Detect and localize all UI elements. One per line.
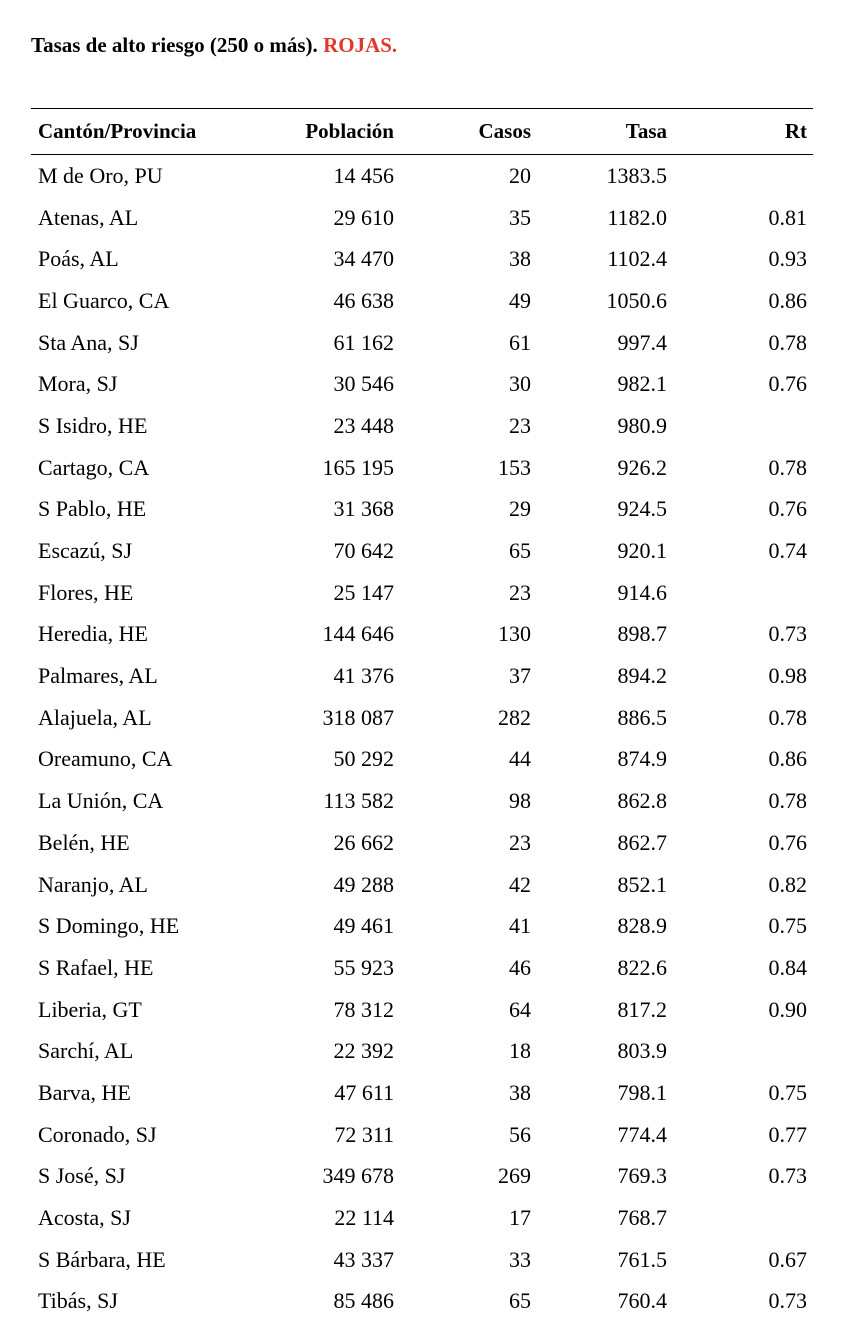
cell-tasa: 774.4: [617, 1121, 667, 1147]
table-row: [31, 780, 813, 822]
cell-rt: 0.76: [768, 496, 807, 522]
header-rt: Rt: [673, 109, 813, 155]
table-row: [31, 489, 813, 531]
header-poblacion: Población: [243, 109, 400, 155]
cell-rt: 0.73: [768, 1163, 807, 1189]
cell-rt: 0.76: [768, 829, 807, 855]
cell-casos: 65: [509, 538, 531, 564]
cell-poblacion: 41 376: [333, 663, 394, 689]
cell-tasa: 874.9: [617, 746, 667, 772]
cell-poblacion: 43 337: [333, 1246, 394, 1272]
cell-poblacion: 34 470: [333, 246, 394, 272]
cell-casos: 269: [498, 1163, 531, 1189]
cell-tasa: 828.9: [617, 913, 667, 939]
table-row: [31, 989, 813, 1031]
table-row: [31, 739, 813, 781]
cell-casos: 18: [509, 1038, 531, 1064]
risk-rates-table: [31, 108, 813, 1322]
cell-casos: 38: [509, 1079, 531, 1105]
cell-tasa: 761.5: [617, 1246, 667, 1272]
cell-poblacion: 29 610: [333, 204, 394, 230]
table-row: [31, 155, 813, 197]
cell-canton: Naranjo, AL: [38, 871, 148, 897]
cell-canton: Mora, SJ: [38, 371, 118, 397]
cell-canton: Acosta, SJ: [38, 1205, 131, 1231]
cell-canton: Belén, HE: [38, 829, 130, 855]
cell-poblacion: 22 392: [333, 1038, 394, 1064]
cell-canton: Poás, AL: [38, 246, 119, 272]
cell-canton: Barva, HE: [38, 1079, 131, 1105]
cell-tasa: 768.7: [617, 1205, 667, 1231]
cell-rt: 0.78: [768, 454, 807, 480]
cell-rt: 0.77: [768, 1121, 807, 1147]
table-row: [31, 238, 813, 280]
cell-rt: 0.76: [768, 371, 807, 397]
cell-tasa: 862.8: [617, 788, 667, 814]
table-row: [31, 1114, 813, 1156]
cell-casos: 33: [509, 1246, 531, 1272]
cell-casos: 17: [509, 1205, 531, 1231]
header-tasa: Tasa: [537, 109, 673, 155]
cell-tasa: 1102.4: [607, 246, 667, 272]
cell-rt: [673, 405, 813, 447]
table-row: [31, 447, 813, 489]
cell-rt: 0.82: [768, 871, 807, 897]
table-row: [31, 280, 813, 322]
cell-canton: Palmares, AL: [38, 663, 158, 689]
table-row: [31, 530, 813, 572]
cell-poblacion: 22 114: [334, 1205, 394, 1231]
table-row: [31, 697, 813, 739]
cell-poblacion: 49 461: [333, 913, 394, 939]
table-header: [31, 109, 813, 155]
cell-poblacion: 144 646: [322, 621, 394, 647]
table-row: [31, 1197, 813, 1239]
cell-canton: La Unión, CA: [38, 788, 164, 814]
cell-casos: 46: [509, 954, 531, 980]
table-row: [31, 947, 813, 989]
table-row: [31, 322, 813, 364]
cell-tasa: 898.7: [617, 621, 667, 647]
cell-casos: 153: [498, 454, 531, 480]
cell-tasa: 886.5: [617, 704, 667, 730]
cell-rt: 0.86: [768, 746, 807, 772]
cell-casos: 35: [509, 204, 531, 230]
cell-poblacion: 50 292: [333, 746, 394, 772]
table-row: [31, 614, 813, 656]
cell-rt: 0.74: [768, 538, 807, 564]
cell-rt: 0.78: [768, 788, 807, 814]
header-row: [31, 109, 813, 155]
table-row: [31, 197, 813, 239]
cell-canton: M de Oro, PU: [38, 162, 163, 188]
cell-rt: [673, 572, 813, 614]
cell-tasa: 817.2: [617, 996, 667, 1022]
table-row: [31, 1281, 813, 1323]
cell-rt: [673, 1030, 813, 1072]
cell-rt: 0.98: [768, 663, 807, 689]
cell-tasa: 822.6: [617, 954, 667, 980]
cell-canton: Alajuela, AL: [38, 704, 152, 730]
cell-poblacion: 25 147: [333, 579, 394, 605]
cell-casos: 98: [509, 788, 531, 814]
cell-rt: 0.75: [768, 913, 807, 939]
cell-canton: Escazú, SJ: [38, 538, 133, 564]
cell-poblacion: 70 642: [333, 538, 394, 564]
cell-canton: Flores, HE: [38, 579, 134, 605]
table-row: [31, 1239, 813, 1281]
cell-poblacion: 85 486: [333, 1288, 394, 1314]
cell-casos: 65: [509, 1288, 531, 1314]
cell-tasa: 769.3: [617, 1163, 667, 1189]
cell-poblacion: 349 678: [322, 1163, 394, 1189]
table-row: [31, 572, 813, 614]
cell-tasa: 914.6: [617, 579, 667, 605]
cell-tasa: 1383.5: [606, 162, 667, 188]
table-row: [31, 864, 813, 906]
cell-canton: S Rafael, HE: [38, 954, 154, 980]
cell-casos: 20: [509, 162, 531, 188]
cell-canton: Liberia, GT: [38, 996, 142, 1022]
cell-tasa: 924.5: [617, 496, 667, 522]
table-body: [31, 155, 813, 1323]
cell-casos: 23: [509, 829, 531, 855]
table-row: [31, 1072, 813, 1114]
cell-casos: 41: [509, 913, 531, 939]
cell-casos: 282: [498, 704, 531, 730]
cell-casos: 38: [509, 246, 531, 272]
table-row: [31, 1156, 813, 1198]
cell-canton: S José, SJ: [38, 1163, 126, 1189]
cell-poblacion: 14 456: [333, 162, 394, 188]
cell-canton: S Isidro, HE: [38, 412, 148, 438]
cell-tasa: 862.7: [617, 829, 667, 855]
cell-rt: 0.78: [768, 329, 807, 355]
cell-canton: S Domingo, HE: [38, 913, 180, 939]
cell-canton: Oreamuno, CA: [38, 746, 173, 772]
table-row: [31, 655, 813, 697]
cell-tasa: 803.9: [617, 1038, 667, 1064]
cell-tasa: 926.2: [617, 454, 667, 480]
cell-poblacion: 113 582: [323, 788, 394, 814]
cell-casos: 130: [498, 621, 531, 647]
cell-poblacion: 78 312: [333, 996, 394, 1022]
cell-poblacion: 165 195: [322, 454, 394, 480]
cell-rt: 0.73: [768, 1288, 807, 1314]
cell-tasa: 980.9: [617, 412, 667, 438]
table-row: [31, 1030, 813, 1072]
cell-casos: 29: [509, 496, 531, 522]
table-row: [31, 822, 813, 864]
cell-poblacion: 47 611: [334, 1079, 394, 1105]
cell-poblacion: 49 288: [333, 871, 394, 897]
cell-tasa: 997.4: [617, 329, 667, 355]
cell-rt: 0.90: [768, 996, 807, 1022]
cell-tasa: 982.1: [617, 371, 667, 397]
cell-rt: [673, 1197, 813, 1239]
cell-rt: 0.73: [768, 621, 807, 647]
cell-canton: Atenas, AL: [38, 204, 139, 230]
cell-casos: 56: [509, 1121, 531, 1147]
cell-poblacion: 55 923: [333, 954, 394, 980]
header-casos: Casos: [400, 109, 537, 155]
cell-poblacion: 46 638: [333, 287, 394, 313]
cell-canton: Tibás, SJ: [38, 1288, 118, 1314]
cell-casos: 44: [509, 746, 531, 772]
cell-tasa: 852.1: [617, 871, 667, 897]
cell-tasa: 1050.6: [606, 287, 667, 313]
cell-rt: 0.75: [768, 1079, 807, 1105]
cell-rt: 0.78: [768, 704, 807, 730]
table-row: [31, 905, 813, 947]
cell-canton: Sarchí, AL: [38, 1038, 134, 1064]
cell-casos: 23: [509, 579, 531, 605]
cell-tasa: 798.1: [617, 1079, 667, 1105]
cell-rt: 0.93: [768, 246, 807, 272]
cell-canton: S Bárbara, HE: [38, 1246, 166, 1272]
cell-canton: Sta Ana, SJ: [38, 329, 139, 355]
page-title: [31, 33, 397, 58]
cell-canton: Coronado, SJ: [38, 1121, 157, 1147]
cell-tasa: 894.2: [617, 663, 667, 689]
cell-casos: 37: [509, 663, 531, 689]
cell-poblacion: 23 448: [333, 412, 394, 438]
cell-rt: 0.81: [768, 204, 807, 230]
cell-canton: Cartago, CA: [38, 454, 150, 480]
cell-rt: 0.84: [768, 954, 807, 980]
cell-casos: 64: [509, 996, 531, 1022]
cell-poblacion: 318 087: [322, 704, 394, 730]
cell-casos: 61: [509, 329, 531, 355]
cell-poblacion: 31 368: [333, 496, 394, 522]
cell-casos: 30: [509, 371, 531, 397]
title-main: Tasas de alto riesgo (250 o más).: [31, 33, 318, 57]
cell-rt: [673, 155, 813, 197]
cell-poblacion: 26 662: [333, 829, 394, 855]
table-row: [31, 405, 813, 447]
cell-tasa: 920.1: [617, 538, 667, 564]
cell-rt: 0.67: [768, 1246, 807, 1272]
title-highlight: ROJAS.: [323, 33, 398, 57]
cell-casos: 49: [509, 287, 531, 313]
cell-poblacion: 61 162: [333, 329, 394, 355]
cell-casos: 42: [509, 871, 531, 897]
header-canton: Cantón/Provincia: [31, 109, 243, 155]
cell-casos: 23: [509, 412, 531, 438]
cell-poblacion: 30 546: [333, 371, 394, 397]
cell-canton: Heredia, HE: [38, 621, 148, 647]
cell-canton: El Guarco, CA: [38, 287, 170, 313]
cell-tasa: 760.4: [617, 1288, 667, 1314]
cell-poblacion: 72 311: [334, 1121, 394, 1147]
cell-canton: S Pablo, HE: [38, 496, 147, 522]
cell-tasa: 1182.0: [607, 204, 667, 230]
cell-rt: 0.86: [768, 287, 807, 313]
table-row: [31, 363, 813, 405]
